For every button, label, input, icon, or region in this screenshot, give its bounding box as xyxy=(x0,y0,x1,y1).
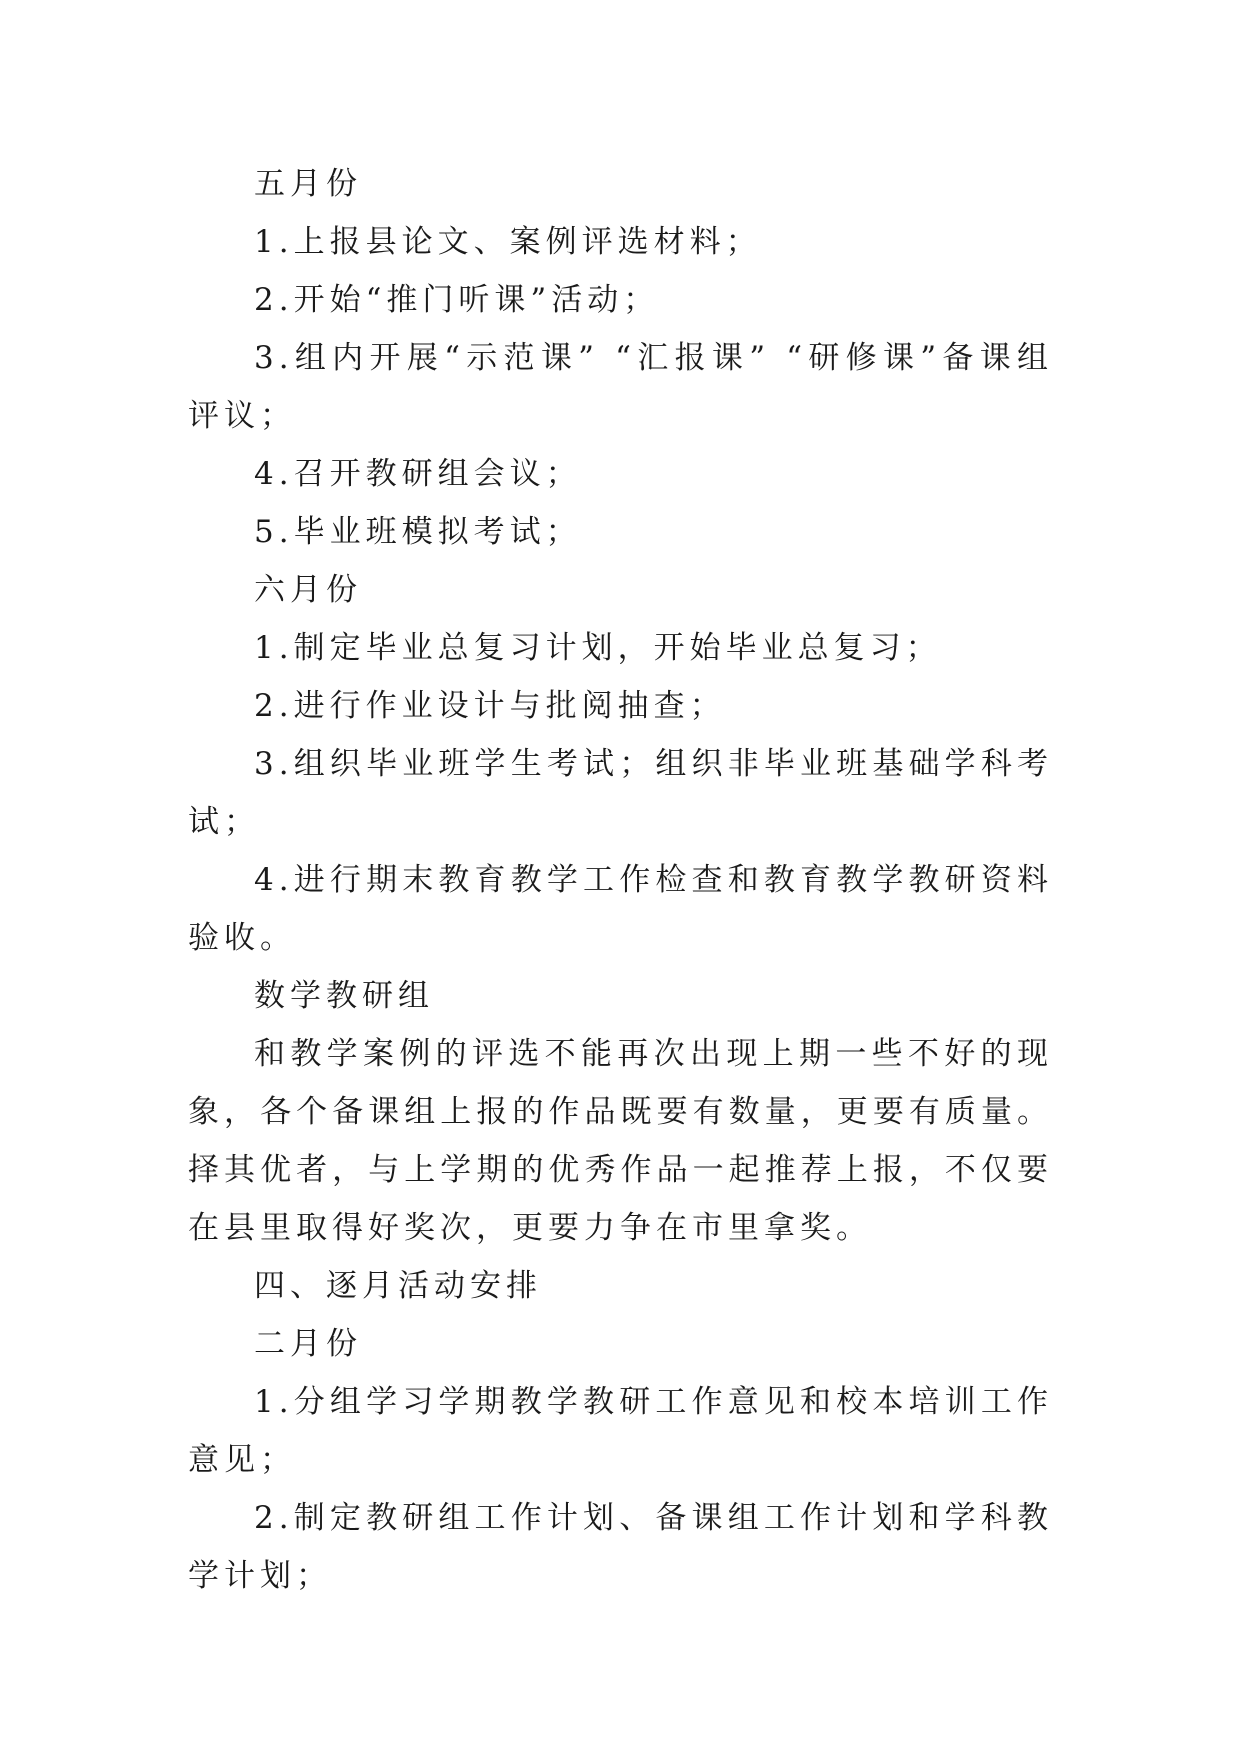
heading-february: 二月份 xyxy=(254,1326,362,1362)
list-item: 1.分组学习学期教学教研工作意见和校本培训工作意见； xyxy=(188,1384,1053,1478)
list-item: 1.制定毕业总复习计划，开始毕业总复习； xyxy=(254,630,942,666)
list-item: 2.开始“推门听课”活动； xyxy=(254,282,660,318)
section-heading: 四、逐月活动安排 xyxy=(254,1268,542,1304)
list-item: 4.召开教研组会议； xyxy=(254,456,582,492)
list-item: 2.制定教研组工作计划、备课组工作计划和学科教学计划； xyxy=(188,1500,1053,1594)
list-item: 1.上报县论文、案例评选材料； xyxy=(254,224,762,260)
heading-june: 六月份 xyxy=(254,572,362,608)
list-item: 4.进行期末教育教学工作检查和教育教学教研资料验收。 xyxy=(188,862,1053,956)
list-item: 2.进行作业设计与批阅抽查； xyxy=(254,688,726,724)
body-paragraph: 和教学案例的评选不能再次出现上期一些不好的现象，各个备课组上报的作品既要有数量，更要有质量。择其优者，与上学期的优秀作品一起推荐上报，不仅要在县里取得好奖次，更要力争在市里拿奖。 xyxy=(188,1036,1053,1246)
heading-math-group: 数学教研组 xyxy=(254,978,434,1014)
list-item: 5.毕业班模拟考试； xyxy=(254,514,582,550)
list-item: 3.组内开展“示范课” “汇报课” “研修课”备课组评议； xyxy=(188,340,1053,434)
list-item: 3.组织毕业班学生考试；组织非毕业班基础学科考试； xyxy=(188,746,1053,840)
heading-may: 五月份 xyxy=(254,166,362,202)
document-body xyxy=(188,155,1053,1605)
